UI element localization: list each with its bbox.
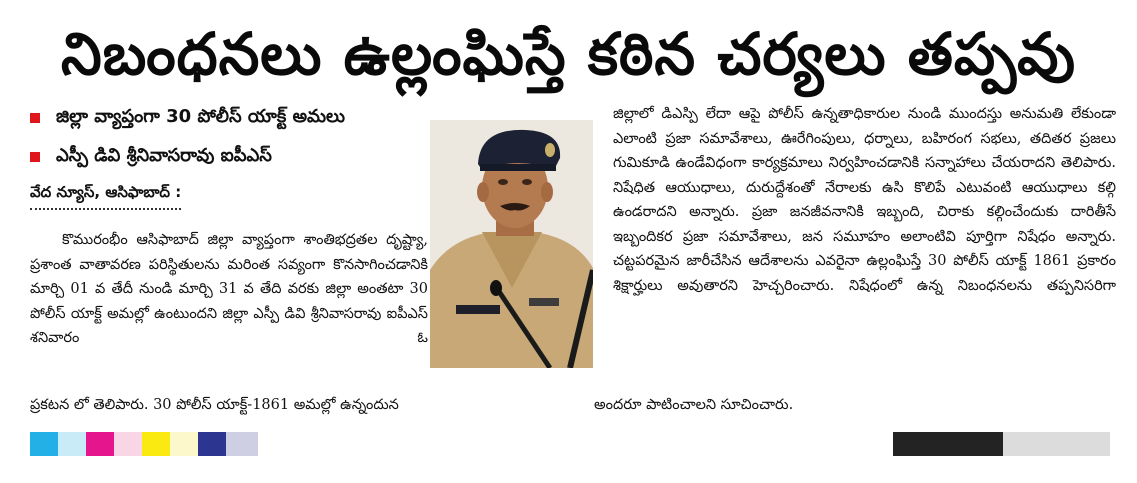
tone-bar-dark: [893, 432, 1003, 456]
article-column-2-last-line: అందరూ పాటించాలని సూచించారు.: [594, 397, 794, 413]
body-text-line: చేయరాదని తెలిపారు. నిషేధిత ఆయుధాలు, దురుద్దేశంతో నేరాలకు: [613, 155, 1117, 196]
body-text-line: జిల్లాలో డిఎస్పి లేదా ఆపై పోలీస్ ఉన్నతాధికారుల నుండి ముందస్తు: [613, 106, 1003, 122]
color-swatch: [170, 432, 198, 456]
color-swatch: [114, 432, 142, 456]
article-column-1: [30, 228, 428, 418]
body-text-line: ఉసి కొలిపే ఎటువంటి ఆయుధాలు కల్గి ఉండరాదని అన్నారు.: [613, 179, 1117, 220]
color-swatch: [30, 432, 58, 456]
body-text-line: హెచ్చరించారు. నిషేధంలో ఉన్న నిబంధనలను తప్పనిసరిగా: [752, 277, 1117, 294]
color-swatch: [58, 432, 86, 456]
body-text-line: జిల్లా ఎస్పీ డివి శ్రీనివాసరావు ఐపీఎస్ శనివారం ఓ: [30, 305, 428, 346]
subheading-bullet-2: [30, 144, 272, 170]
body-text-line: ఉల్లంఘిస్తే 30 పోలీస్ యాక్ట్ 1861 ప్రకారం శిక్షార్హులు అవుతారని: [613, 253, 1116, 294]
article-column-2: [613, 102, 1116, 422]
color-swatch: [226, 432, 258, 456]
body-text-line: మార్చి 01 వ తేదీ నుండి మార్చి 31 వ తేది వరకు: [30, 281, 320, 297]
officer-photo: [430, 120, 593, 368]
color-swatch: [86, 432, 114, 456]
subheading-text: ఎస్పీ డివి శ్రీనివాసరావు ఐపీఎస్: [56, 144, 272, 166]
body-text-line: అనుమతి లేకుండా ఎలాంటి ప్రజా సమావేశాలు, ఊరేగింపులు,: [613, 106, 1117, 147]
body-text-line: ప్రజా జనజీవనానికి ఇబ్బంది, చిరాకు కల్గించేందుకు దారితీసే: [751, 204, 1116, 220]
tone-bar-light: [1003, 432, 1110, 456]
body-text-line: శాంతిభద్రతల దృష్ట్యా, ప్రశాంత వాతావరణ: [30, 232, 428, 273]
headline: నిబంధనలు ఉల్లంఘిస్తే కఠిన చర్యలు తప్పవు: [61, 20, 1076, 88]
color-swatch: [142, 432, 170, 456]
body-text-line: నిషేధం అన్నారు. చట్టపరమైన జారీచేసిన ఆదేశాలను ఎవరైనా: [613, 228, 1116, 269]
color-swatch: [198, 432, 226, 456]
body-text-line: ఉండేవిధంగా కార్యక్రమాలు నిర్వహించడానికి సన్నాహాలు: [675, 155, 986, 171]
body-text-line: పరిస్థితులను మరింత సవ్యంగా కొనసాగించడానికి: [148, 256, 428, 273]
dateline: వేద న్యూస్, ఆసిఫాబాద్ :: [30, 183, 181, 210]
body-text-line: ఇబ్బందికర ప్రజా సమావేశాలు, జన సమూహం అలాంటివి పూర్తిగా: [613, 228, 1008, 245]
officer-portrait-icon: [430, 120, 593, 368]
subheading-text: జిల్లా వ్యాప్తంగా 30 పోలీస్ యాక్ట్ అమలు: [56, 105, 346, 127]
bullet-marker-icon: [30, 152, 40, 162]
article-column-1-last-line: ప్రకటన లో తెలిపారు. 30 పోలీస్ యాక్ట్-1861 అమల్లో ఉన్నందున: [30, 397, 399, 413]
body-text-line: ధర్నాలు, బహిరంగ సభలు, తదితర ప్రజలు గుమికూడి: [613, 130, 1116, 171]
subheading-bullet-1: [30, 105, 345, 131]
body-text-line: జిల్లా అంతటా 30 పోలీస్ యాక్ట్ అమల్లో ఉంటుందని: [30, 281, 428, 322]
body-text-line: కొమురంభీం ఆసిఫాబాద్ జిల్లా వ్యాప్తంగా: [62, 232, 295, 248]
bullet-marker-icon: [30, 113, 40, 123]
